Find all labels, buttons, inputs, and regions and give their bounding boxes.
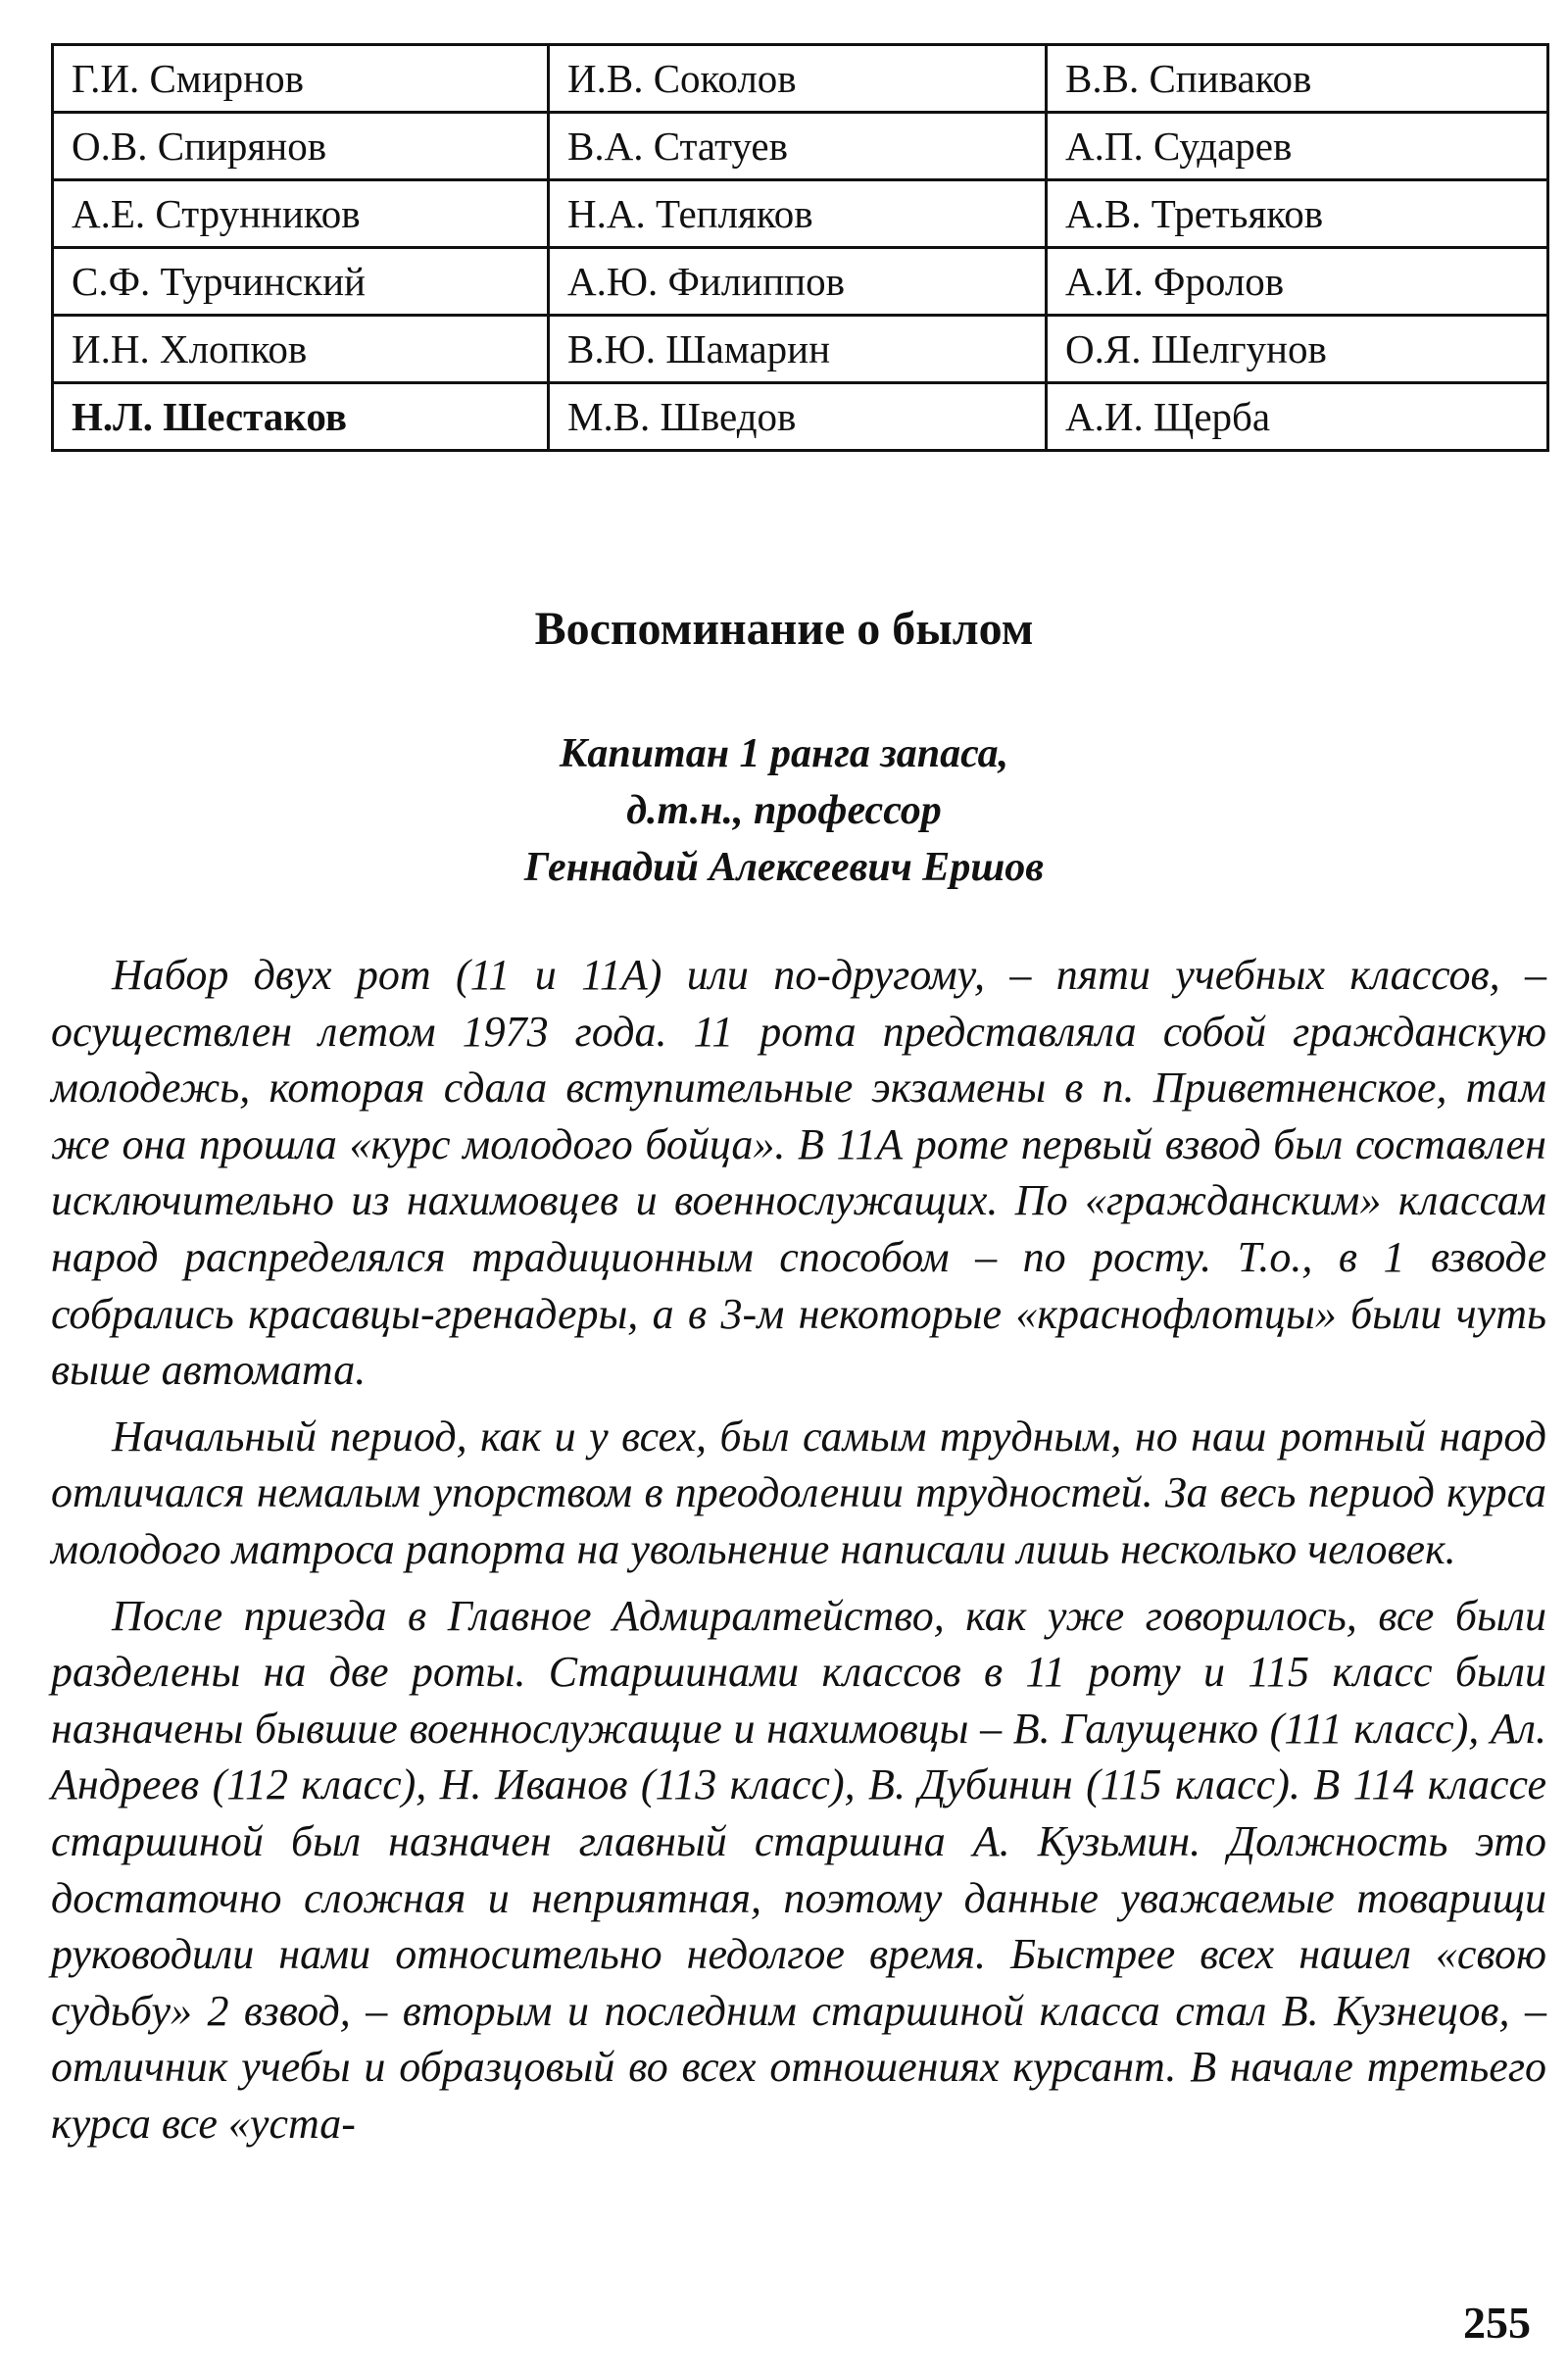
name-cell: О.В. Спирянов bbox=[53, 113, 549, 180]
name-cell: В.В. Спиваков bbox=[1047, 45, 1548, 113]
table-row bbox=[53, 113, 1548, 180]
names-table bbox=[51, 43, 1549, 452]
name-cell: А.Ю. Филиппов bbox=[549, 248, 1047, 316]
author-name: Геннадий Алексеевич Ершов bbox=[523, 845, 1045, 890]
table-row bbox=[53, 248, 1548, 316]
name-cell: О.Я. Шелгунов bbox=[1047, 316, 1548, 383]
name-cell: А.И. Фролов bbox=[1047, 248, 1548, 316]
name-cell: А.В. Третьяков bbox=[1047, 180, 1548, 248]
name-cell-highlighted: Н.Л. Шестаков bbox=[53, 383, 549, 451]
paragraph: Набор двух рот (11 и 11А) или по-другому, – пяти учебных классов, – осуществлен летом 1973 года. 11 рота представляла собой гражданскую молодежь, которая сдала вступительные экзамены в п. Приветненское, там же она прошла «курс молодого бойца». В 11А роте первый взвод был составлен исключительно из нахимовцев и военнослужащих. По «гражданским» классам народ распределялся традиционным способом – по росту. Т.о., в 1 взводе собрались красавцы-гренадеры, а в 3-м некоторые «краснофлотцы» были чуть выше автомата. bbox=[51, 951, 1546, 1395]
table-row bbox=[53, 316, 1548, 383]
name-cell: Г.И. Смирнов bbox=[53, 45, 549, 113]
name-cell: С.Ф. Турчинский bbox=[53, 248, 549, 316]
article-body bbox=[51, 947, 1546, 2161]
table-row bbox=[53, 180, 1548, 248]
paragraph: Начальный период, как и у всех, был самым трудным, но наш ротный народ отличался немалым упорством в преодолении трудностей. За весь период курса молодого матроса рапорта на увольнение написали лишь несколько человек. bbox=[51, 1411, 1546, 1573]
name-cell: Н.А. Тепляков bbox=[549, 180, 1047, 248]
table-row bbox=[53, 383, 1548, 451]
name-cell: А.П. Сударев bbox=[1047, 113, 1548, 180]
name-cell: А.И. Щерба bbox=[1047, 383, 1548, 451]
name-cell: В.А. Статуев bbox=[549, 113, 1047, 180]
author-degree: д.т.н., профессор bbox=[626, 788, 942, 833]
name-cell: В.Ю. Шамарин bbox=[549, 316, 1047, 383]
page-number: 255 bbox=[1463, 2298, 1531, 2348]
article-title: Воспоминание о былом bbox=[534, 603, 1034, 655]
name-cell: М.В. Шведов bbox=[549, 383, 1047, 451]
name-cell: И.В. Соколов bbox=[549, 45, 1047, 113]
table-row bbox=[53, 45, 1548, 113]
name-cell: И.Н. Хлопков bbox=[53, 316, 549, 383]
author-rank: Капитан 1 ранга запаса, bbox=[559, 731, 1009, 776]
paragraph: После приезда в Главное Адмиралтейство, как уже говорилось, все были разделены на две роты. Старшинами классов в 11 роту и 115 класс были назначены бывшие военнослужащие и нахимовцы – В. Галущенко (111 класс), Ал. Андреев (112 класс), Н. Иванов (113 класс), В. Дубинин (115 класс). В 114 классе старшиной был назначен главный старшина А. Кузьмин. Должность это достаточно сложная и неприятная, поэтому данные уважаемые товарищи руководили нами относительно недолгое время. Быстрее всех нашел «свою судьбу» 2 взвод, – вторым и последним старшиной класса стал В. Кузнецов, – отличник учебы и образцовый во всех отношениях курсант. В начале третьего курса все «уста- bbox=[51, 1591, 1546, 2148]
name-cell: А.Е. Струнников bbox=[53, 180, 549, 248]
author-block bbox=[0, 725, 1568, 896]
